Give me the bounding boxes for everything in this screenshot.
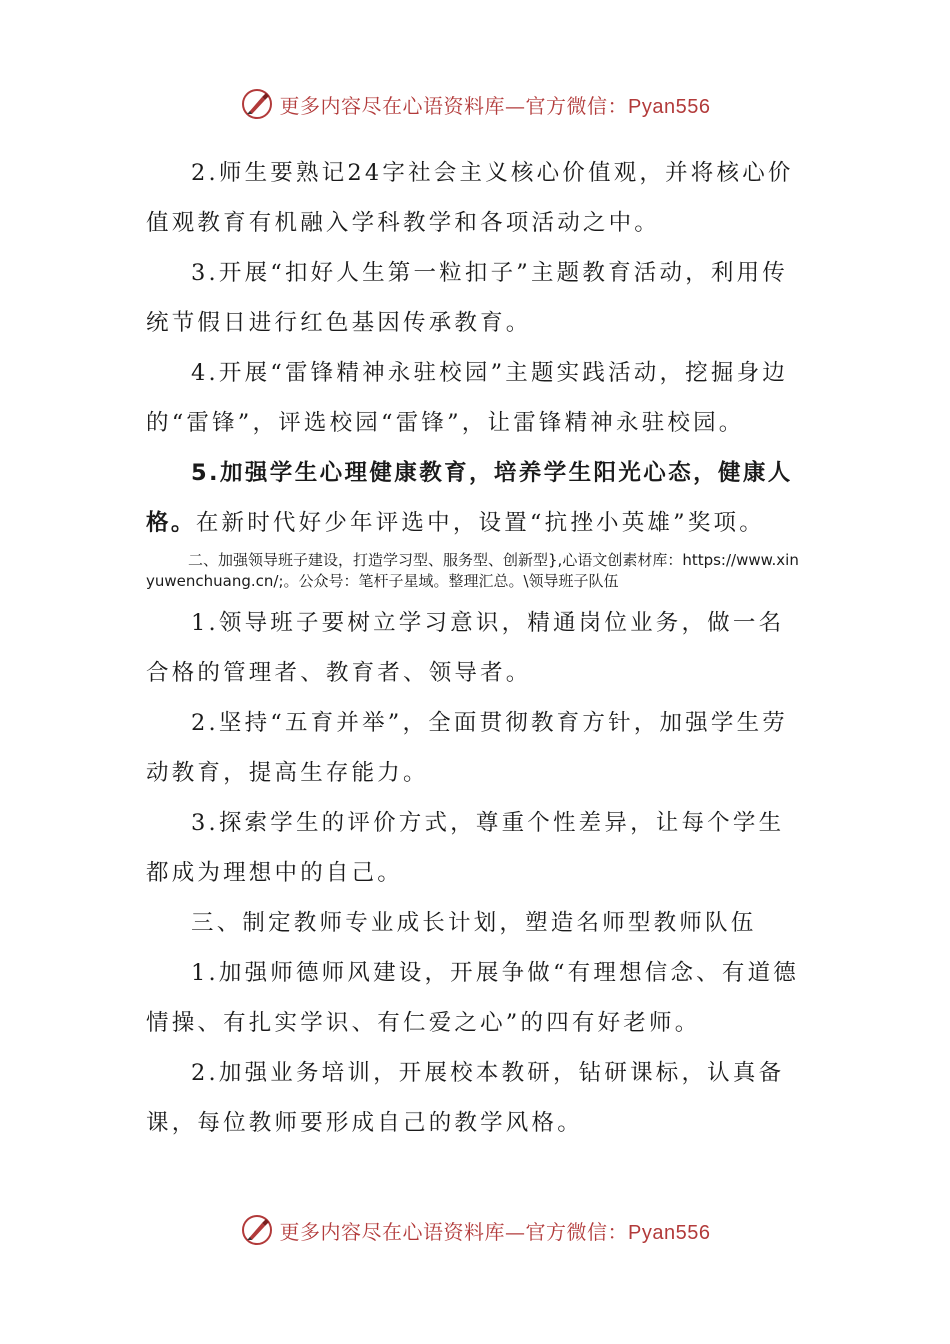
header-watermark-banner [0, 84, 950, 124]
banner-text [280, 1216, 711, 1245]
wechat-id: Pyan556 [628, 1221, 711, 1244]
footer-watermark-banner [0, 1210, 950, 1250]
pen-logo-icon [240, 1213, 274, 1247]
paragraph-bold-lead [146, 448, 806, 548]
banner-text [280, 90, 711, 119]
banner-slogan: 更多内容尽在心语资料库—官方微信： [279, 1219, 629, 1244]
paragraph: 3.开展“扣好人生第一粒扣子”主题教育活动，利用传统节假日进行红色基因传承教育。 [146, 260, 788, 336]
paragraph: 2.坚持“五育并举”，全面贯彻教育方针，加强学生劳动教育，提高生存能力。 [146, 710, 788, 786]
section-heading: 三、制定教师专业成长计划，塑造名师型教师队伍 [191, 910, 757, 936]
paragraph: 2.师生要熟记24字社会主义核心价值观，并将核心价值观教育有机融入学科教学和各项活动之中。 [146, 160, 794, 236]
paragraph: 4.开展“雷锋精神永驻校园”主题实践活动，挖掘身边的“雷锋”，评选校园“雷锋”，让雷锋精神永驻校园。 [146, 360, 788, 436]
paragraph: 1.领导班子要树立学习意识，精通岗位业务，做一名合格的管理者、教育者、领导者。 [146, 610, 785, 686]
paragraph-rest: 在新时代好少年评选中，设置“抗挫小英雄”奖项。 [195, 510, 765, 536]
paragraph: 2.加强业务培训，开展校本教研，钻研课标，认真备课，每位教师要形成自己的教学风格。 [146, 1060, 785, 1136]
paragraph: 1.加强师德师风建设，开展争做“有理想信念、有道德情操、有扎实学识、有仁爱之心”的四有好老师。 [146, 960, 799, 1036]
wechat-id: Pyan556 [628, 95, 711, 118]
banner-slogan: 更多内容尽在心语资料库—官方微信： [279, 93, 629, 118]
section-heading-small: 二、加强领导班子建设，打造学习型、服务型、创新型},心语文创素材库：https://www.xinyuwenchuang.cn/;。公众号：笔杆子星域。整理汇总。\领导班子队伍 [146, 551, 799, 590]
paragraph: 3.探索学生的评价方式，尊重个性差异，让每个学生都成为理想中的自己。 [146, 810, 785, 886]
document-body [146, 148, 806, 1148]
pen-logo-icon [240, 87, 274, 121]
bold-heading: 5.加强学生心理健康教育，培养学生阳光心态，健康人格。 [146, 460, 793, 536]
